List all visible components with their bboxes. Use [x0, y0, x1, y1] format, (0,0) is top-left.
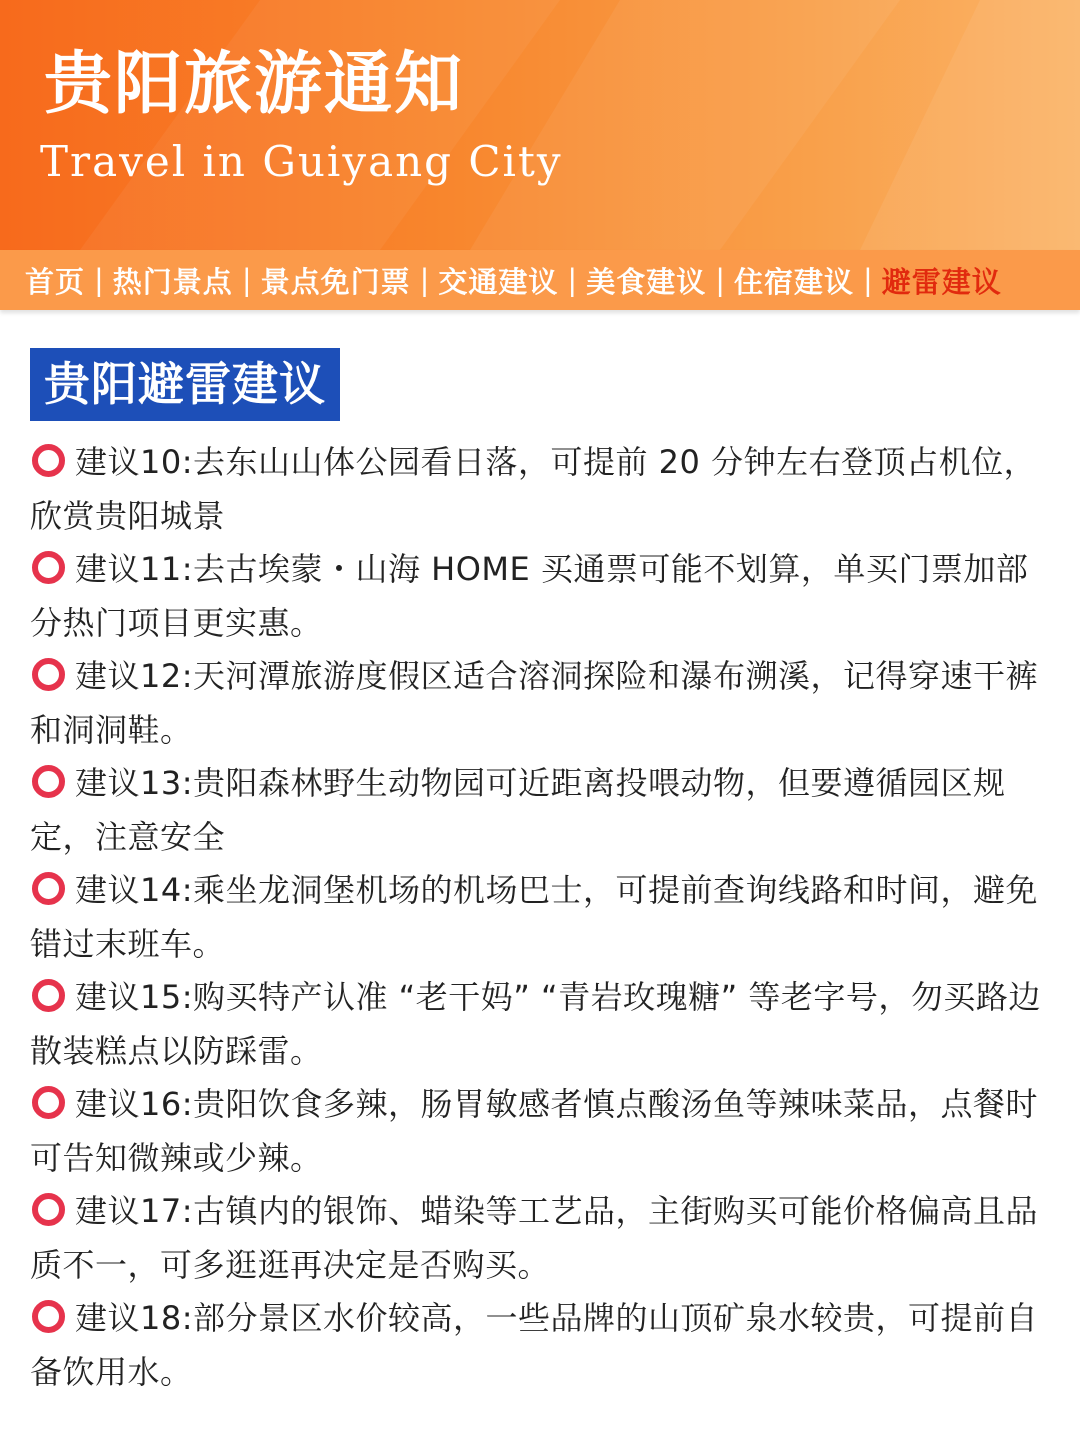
- red-ring-icon: [32, 658, 65, 691]
- list-item: [30, 971, 1060, 1078]
- nav-separator: |: [94, 263, 104, 297]
- tip-text: 建议16:贵阳饮食多辣，肠胃敏感者慎点酸汤鱼等辣味菜品，点餐时可告知微辣或少辣。: [30, 1085, 1039, 1177]
- list-item: [30, 757, 1060, 864]
- nav-separator: |: [863, 263, 873, 297]
- red-ring-icon: [32, 765, 65, 798]
- tip-text: 建议17:古镇内的银饰、蜡染等工艺品，主街购买可能价格偏高且品质不一，可多逛逛再决定是否购买。: [30, 1192, 1039, 1284]
- red-ring-icon: [32, 1300, 65, 1333]
- list-item: [30, 650, 1060, 757]
- nav-separator: |: [241, 263, 252, 297]
- nav-item-1[interactable]: 热门景点: [112, 264, 233, 299]
- tip-text: 建议15:购买特产认准 “老干妈” “青岩玫瑰糖” 等老字号，勿买路边散装糕点以防踩雷。: [30, 978, 1041, 1070]
- red-ring-icon: [32, 872, 65, 905]
- tip-text: 建议11:去古埃蒙・山海 HOME 买通票可能不划算，单买门票加部分热门项目更实惠。: [30, 550, 1029, 642]
- nav-bar: [0, 250, 1080, 310]
- list-item: [30, 1292, 1060, 1399]
- section-title: 贵阳避雷建议: [30, 348, 340, 421]
- list-item: [30, 864, 1060, 971]
- list-item: [30, 1078, 1060, 1185]
- tip-text: 建议13:贵阳森林野生动物园可近距离投喂动物，但要遵循园区规定，注意安全: [30, 764, 1006, 856]
- nav-separator: |: [715, 263, 725, 297]
- tips-list: [30, 436, 1060, 1399]
- tip-text: 建议12:天河潭旅游度假区适合溶洞探险和瀑布溯溪，记得穿速干裤和洞洞鞋。: [30, 657, 1039, 749]
- page-title: 贵阳旅游通知: [44, 45, 465, 124]
- page-subtitle: Travel in Guiyang City: [40, 137, 563, 186]
- nav-item-2[interactable]: 景点免门票: [260, 264, 411, 299]
- list-item: [30, 436, 1060, 543]
- tip-text: 建议14:乘坐龙洞堡机场的机场巴士，可提前查询线路和时间，避免错过末班车。: [30, 871, 1039, 963]
- tip-text: 建议10:去东山山体公园看日落，可提前 20 分钟左右登顶占机位，欣赏贵阳城景: [30, 443, 1037, 535]
- nav-item-5[interactable]: 住宿建议: [733, 264, 854, 299]
- nav-separator: |: [419, 263, 430, 297]
- header-banner: [0, 0, 1080, 250]
- tip-text: 建议18:部分景区水价较高，一些品牌的山顶矿泉水较贵，可提前自备饮用水。: [30, 1299, 1039, 1391]
- nav-item-6[interactable]: 避雷建议: [881, 264, 1002, 299]
- red-ring-icon: [32, 444, 65, 477]
- nav-item-3[interactable]: 交通建议: [438, 264, 559, 299]
- red-ring-icon: [32, 1193, 65, 1226]
- deco-stripe-2: [470, 0, 900, 250]
- red-ring-icon: [32, 1086, 65, 1119]
- nav-separator: |: [567, 263, 578, 297]
- list-item: [30, 1185, 1060, 1292]
- nav-item-4[interactable]: 美食建议: [586, 264, 707, 299]
- red-ring-icon: [32, 551, 65, 584]
- red-ring-icon: [32, 979, 65, 1012]
- deco-stripe-3: [860, 0, 1080, 250]
- list-item: [30, 543, 1060, 650]
- nav-item-0[interactable]: 首页: [25, 264, 86, 299]
